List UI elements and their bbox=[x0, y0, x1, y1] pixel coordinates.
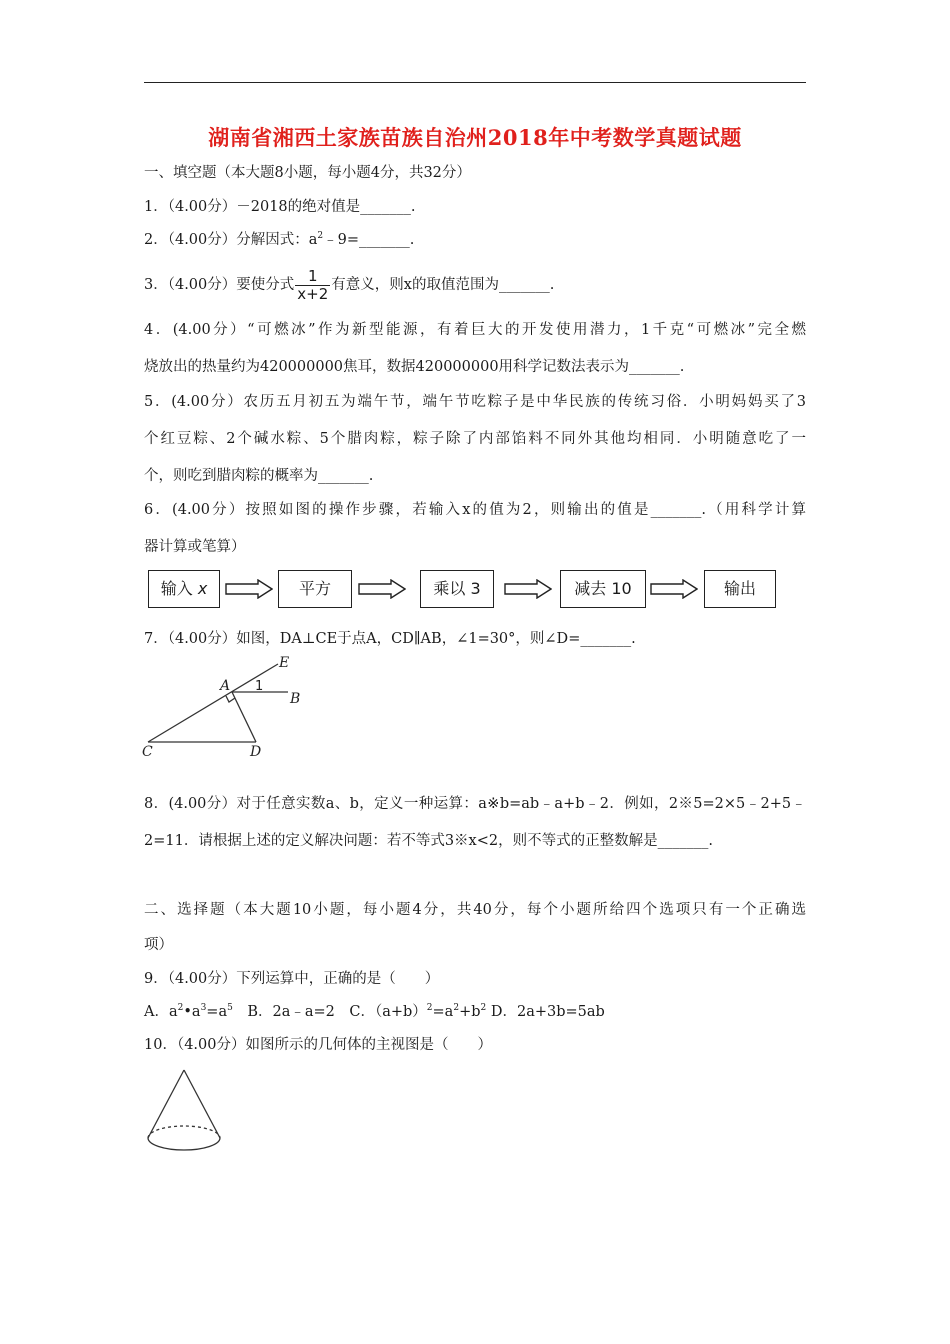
question-2 bbox=[144, 230, 414, 250]
header-rule bbox=[144, 82, 806, 83]
cone-figure-icon bbox=[140, 1064, 230, 1159]
q3-pre: 3．（4.00分）要使分式 bbox=[144, 277, 295, 293]
label-D: D bbox=[250, 744, 262, 760]
question-8-line-1: 8．(4.00分）对于任意实数a、b，定义一种运算：a※b=ab﹣a+b﹣2．例如，2※5=2×5﹣2+5﹣ bbox=[144, 796, 806, 812]
q9-option-a-part: =a bbox=[206, 1004, 228, 1020]
section-2-heading-line-1: 二、选择题（本大题10小题，每小题4分，共40分，每个小题所给四个选项只有一个正确选 bbox=[144, 902, 806, 918]
question-6-line-2: 器计算或笔算） bbox=[144, 539, 246, 555]
line-AD bbox=[232, 692, 256, 742]
question-5-line-3: 个，则吃到腊肉粽的概率为_______. bbox=[144, 468, 374, 484]
q9-option-d: D．2a+3b=5ab bbox=[486, 1004, 605, 1020]
question-3 bbox=[144, 266, 554, 304]
q9-exp: 3 bbox=[200, 1003, 207, 1014]
label-B: B bbox=[290, 691, 301, 707]
figure-7-diagram bbox=[136, 652, 316, 764]
flow-arrow-2-icon bbox=[358, 579, 406, 599]
question-9: 9．（4.00分）下列运算中，正确的是（ ） bbox=[144, 971, 440, 987]
question-4-line-1: 4．(4.00分）“可燃冰”作为新型能源，有着巨大的开发使用潜力，1千克“可燃冰”完全燃 bbox=[144, 322, 806, 338]
flow-box-square: 平方 bbox=[278, 570, 352, 608]
question-8-line-2: 2=11．请根据上述的定义解决问题：若不等式3※x<2，则不等式的正整数解是_______. bbox=[144, 833, 713, 849]
q3-numerator: 1 bbox=[307, 266, 318, 285]
question-5-line-2: 个红豆粽、2个碱水粽、5个腊肉粽，粽子除了内部馅料不同外其他均相同．小明随意吃了一 bbox=[144, 431, 806, 447]
question-5-line-1: 5．(4.00分）农历五月初五为端午节，端午节吃粽子是中华民族的传统习俗．小明妈妈买了3 bbox=[144, 394, 806, 410]
section-2-heading-line-2: 项） bbox=[144, 937, 173, 953]
q9-exp: 2 bbox=[177, 1003, 184, 1014]
cone-base-back bbox=[148, 1126, 220, 1138]
q9-option-a-part: A．a bbox=[144, 1004, 178, 1020]
q2-pre: 2．（4.00分）分解因式：a bbox=[144, 232, 318, 248]
section-1-heading: 一、填空题（本大题8小题，每小题4分，共32分） bbox=[144, 165, 471, 181]
q9-exp: 2 bbox=[453, 1003, 460, 1014]
label-E: E bbox=[279, 655, 290, 671]
label-C: C bbox=[142, 744, 153, 760]
flow-arrow-1-icon bbox=[225, 579, 273, 599]
flow-input-variable: x bbox=[197, 579, 208, 598]
q9-option-c-part: =a bbox=[432, 1004, 454, 1020]
q3-fraction bbox=[295, 268, 330, 303]
q9-option-a-part: •a bbox=[183, 1004, 201, 1020]
q9-exp: 2 bbox=[480, 1003, 487, 1014]
question-10: 10．（4.00分）如图所示的几何体的主视图是（ ） bbox=[144, 1037, 492, 1053]
page-title: 湖南省湘西土家族苗族自治州2018年中考数学真题试题 bbox=[208, 125, 742, 150]
flow-box-multiply: 乘以 3 bbox=[420, 570, 494, 608]
q9-exp: 2 bbox=[426, 1003, 433, 1014]
question-7: 7．（4.00分）如图，DA⊥CE于点A，CD∥AB，∠1=30°，则∠D=_______. bbox=[144, 631, 636, 647]
q9-option-b-c: B．2a﹣a=2 C．（a+b） bbox=[232, 1004, 427, 1020]
q3-denominator: x+2 bbox=[297, 284, 329, 303]
q9-exp: 5 bbox=[227, 1003, 233, 1014]
label-A: A bbox=[220, 678, 231, 694]
q3-post: 有意义，则x的取值范围为_______. bbox=[331, 277, 555, 293]
line-CE bbox=[148, 664, 278, 742]
flow-box-output: 输出 bbox=[704, 570, 776, 608]
flow-box-input bbox=[148, 570, 220, 608]
cone-base-front bbox=[148, 1138, 220, 1150]
flow-arrow-4-icon bbox=[650, 579, 698, 599]
cone-right-edge bbox=[184, 1070, 220, 1138]
flow-arrow-3-icon bbox=[504, 579, 552, 599]
question-1: 1．（4.00分）－2018的绝对值是_______. bbox=[144, 199, 416, 215]
q2-post: ﹣9=_______. bbox=[323, 232, 415, 248]
question-6-line-1: 6．(4.00分）按照如图的操作步骤，若输入x的值为2，则输出的值是_______.（用科学计算 bbox=[144, 502, 806, 518]
flow-input-label: 输入 bbox=[160, 579, 193, 598]
cone-left-edge bbox=[148, 1070, 184, 1138]
label-angle-1: 1 bbox=[255, 679, 264, 694]
question-4-line-2: 烧放出的热量约为420000000焦耳，数据420000000用科学记数法表示为_______. bbox=[144, 359, 685, 375]
question-9-options bbox=[144, 1002, 605, 1022]
flow-box-subtract: 减去 10 bbox=[560, 570, 646, 608]
q9-option-c-part: +b bbox=[459, 1004, 481, 1020]
q2-exponent: 2 bbox=[317, 231, 324, 242]
